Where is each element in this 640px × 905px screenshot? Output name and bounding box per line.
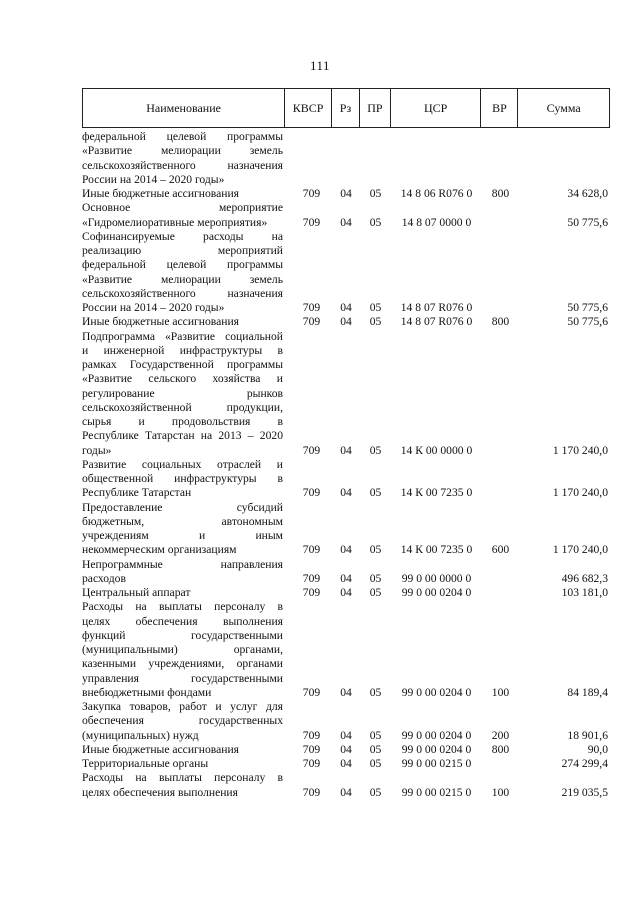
table-row [82, 230, 610, 316]
row-kvsr: 709 [302, 728, 321, 742]
row-csr: 99 0 00 0204 0 [401, 685, 472, 699]
table-row [82, 600, 610, 700]
row-name-line: Центральный аппарат [82, 586, 191, 599]
row-kvsr: 709 [302, 785, 321, 799]
row-name [82, 771, 285, 800]
row-name-line: «Развитие мелиорации земель [82, 272, 283, 286]
row-csr: 14 К 00 7235 0 [400, 543, 473, 557]
row-kvsr: 709 [302, 757, 321, 770]
row-csr: 99 0 00 0204 0 [401, 586, 472, 599]
row-name-line: «Развитие мелиорации земель [82, 144, 283, 158]
row-rz: 04 [340, 187, 352, 200]
row-kvsr: 709 [302, 315, 321, 329]
row-pr: 05 [369, 728, 382, 742]
row-name-line: рамках Государственной программы [82, 358, 283, 371]
row-sum: 103 181,0 [561, 586, 608, 599]
row-sum: 50 775,6 [567, 215, 608, 229]
row-pr: 05 [369, 586, 382, 599]
header-rz: Рз [332, 89, 360, 127]
header-sum: Сумма [546, 100, 581, 115]
table-body [82, 130, 610, 800]
row-name [82, 458, 285, 501]
row-pr: 05 [369, 301, 382, 314]
row-name-line: федеральной целевой программы [82, 258, 283, 272]
table-row [82, 458, 610, 501]
row-name-line: Иные бюджетные ассигнования [82, 315, 239, 329]
row-kvsr: 709 [302, 301, 321, 314]
row-kvsr: 709 [302, 543, 321, 557]
row-csr: 99 0 00 0000 0 [401, 571, 472, 585]
row-name [82, 501, 285, 558]
row-sum: 1 170 240,0 [552, 443, 608, 457]
row-rz: 04 [340, 571, 352, 585]
row-name-line: учреждениям и иным [82, 529, 283, 542]
row-csr: 99 0 00 0215 0 [401, 785, 472, 799]
row-name-line: Иные бюджетные ассигнования [82, 187, 239, 200]
table-row [82, 743, 610, 757]
row-rz: 04 [340, 443, 352, 457]
row-csr: 14 8 07 0000 0 [401, 215, 472, 229]
row-vr: 800 [491, 187, 510, 200]
row-name [82, 700, 285, 743]
row-sum: 1 170 240,0 [552, 486, 608, 500]
row-pr: 05 [369, 785, 382, 799]
row-name-line: Территориальные органы [82, 757, 209, 770]
table-row [82, 558, 610, 587]
row-pr: 05 [369, 757, 382, 770]
row-name-line: расходов [82, 571, 126, 585]
row-name-line: некоммерческим организациям [82, 543, 237, 557]
row-name [82, 558, 285, 587]
table-row [82, 586, 610, 600]
row-name-line: сельскохозяйственной продукции, [82, 400, 283, 414]
row-name-line: Софинансируемые расходы на [82, 229, 283, 243]
row-name-line: целях обеспечения выполнения [82, 785, 238, 799]
row-vr: 200 [491, 728, 510, 742]
row-name-line: Закупка товаров, работ и услуг для [82, 700, 283, 713]
header-kvsr: КВСР [285, 89, 332, 127]
row-name-line: федеральной целевой программы [82, 130, 283, 143]
table-row [82, 700, 610, 743]
row-name [82, 187, 285, 201]
row-kvsr: 709 [302, 443, 321, 457]
row-csr: 14 8 07 R076 0 [400, 315, 473, 329]
row-name-line: годы» [82, 443, 112, 457]
row-name-line: России на 2014 – 2020 годы» [82, 172, 225, 186]
row-name-line: сырья и продовольствия в [82, 415, 283, 428]
row-kvsr: 709 [302, 486, 321, 500]
row-rz: 04 [340, 486, 352, 500]
row-rz: 04 [340, 301, 352, 314]
row-name [82, 315, 285, 329]
table-row [82, 757, 610, 771]
row-rz: 04 [340, 785, 352, 799]
row-pr: 05 [369, 215, 382, 229]
row-vr: 800 [491, 742, 510, 756]
table-row [82, 201, 610, 230]
row-rz: 04 [340, 543, 352, 557]
row-sum: 50 775,6 [567, 301, 608, 314]
row-vr: 100 [491, 785, 510, 799]
table-row [82, 771, 610, 800]
row-rz: 04 [340, 215, 352, 229]
row-pr: 05 [369, 571, 382, 585]
header-csr: ЦСР [391, 89, 482, 127]
row-pr: 05 [369, 685, 382, 699]
row-csr: 14 К 00 0000 0 [400, 443, 473, 457]
row-name-line: бюджетным, автономным [82, 514, 283, 528]
row-name-line: регулирование рынков [82, 386, 283, 400]
row-name-line: Республике Татарстан [82, 486, 192, 500]
row-name [82, 230, 285, 316]
row-name-line: Развитие социальных отраслей и [82, 457, 283, 471]
row-name-line: казенными учреждениями, органами [82, 657, 283, 671]
table-row [82, 187, 610, 201]
page-number: 111 [309, 58, 331, 73]
row-name-line: общественной инфраструктуры в [82, 472, 283, 485]
row-name [82, 600, 285, 700]
row-pr: 05 [369, 315, 382, 329]
row-name [82, 586, 285, 600]
row-name-line: «Развитие сельского хозяйства и [82, 372, 283, 386]
row-name-line: Расходы на выплаты персоналу в [82, 771, 283, 785]
row-name [82, 130, 285, 187]
row-csr: 99 0 00 0204 0 [401, 728, 472, 742]
row-pr: 05 [369, 742, 382, 756]
row-name [82, 743, 285, 757]
row-rz: 04 [340, 728, 352, 742]
row-kvsr: 709 [302, 742, 321, 756]
row-name-line: Предоставление субсидий [82, 500, 283, 514]
row-name-line: реализацию мероприятий [82, 244, 283, 257]
row-name [82, 201, 285, 230]
row-sum: 18 901,6 [567, 728, 608, 742]
row-csr: 14 К 00 7235 0 [400, 486, 473, 500]
row-rz: 04 [340, 757, 352, 770]
row-name-line: Республике Татарстан на 2013 – 2020 [82, 429, 283, 443]
row-sum: 34 628,0 [567, 187, 608, 200]
row-sum: 90,0 [587, 742, 608, 756]
row-csr: 14 8 07 R076 0 [400, 301, 473, 314]
row-sum: 84 189,4 [567, 685, 608, 699]
table-row [82, 330, 610, 458]
row-name-line: сельскохозяйственного назначения [82, 286, 283, 300]
row-name [82, 757, 285, 771]
row-pr: 05 [369, 486, 382, 500]
row-sum: 1 170 240,0 [552, 543, 608, 557]
row-vr: 800 [491, 315, 510, 329]
row-pr: 05 [369, 443, 382, 457]
row-name-line: и инженерной инфраструктуры в [82, 343, 283, 357]
row-name-line: Основное мероприятие [82, 201, 283, 215]
table-row [82, 130, 610, 187]
row-rz: 04 [340, 315, 352, 329]
row-rz: 04 [340, 685, 352, 699]
row-name-line: сельскохозяйственного назначения [82, 158, 283, 172]
row-csr: 14 8 06 R076 0 [400, 187, 473, 200]
table-header [82, 88, 610, 128]
row-kvsr: 709 [302, 685, 321, 699]
row-rz: 04 [340, 742, 352, 756]
row-name-line: Иные бюджетные ассигнования [82, 742, 239, 756]
row-kvsr: 709 [302, 586, 321, 599]
row-name-line: управления государственными [82, 671, 283, 685]
row-pr: 05 [369, 543, 382, 557]
row-name-line: Расходы на выплаты персоналу в [82, 600, 283, 614]
row-name-line: России на 2014 – 2020 годы» [82, 301, 225, 314]
row-vr: 100 [491, 685, 510, 699]
row-name [82, 330, 285, 458]
row-name-line: «Гидромелиоративные мероприятия» [82, 215, 268, 229]
header-name: Наименование [83, 89, 285, 127]
row-csr: 99 0 00 0204 0 [401, 742, 472, 756]
row-name-line: Подпрограмма «Развитие социальной [82, 329, 283, 343]
row-sum: 50 775,6 [567, 315, 608, 329]
header-vr: ВР [481, 89, 518, 127]
row-csr: 99 0 00 0215 0 [401, 757, 472, 770]
row-name-line: обеспечения государственных [82, 714, 283, 728]
row-kvsr: 709 [302, 215, 321, 229]
header-pr: ПР [360, 89, 391, 127]
row-name-line: функций государственными [82, 628, 283, 642]
row-kvsr: 709 [302, 187, 321, 200]
row-sum: 496 682,3 [561, 571, 608, 585]
row-name-line: Непрограммные направления [82, 557, 283, 571]
table-row [82, 501, 610, 558]
row-sum: 274 299,4 [561, 757, 608, 770]
row-rz: 04 [340, 586, 352, 599]
row-pr: 05 [369, 187, 382, 200]
row-kvsr: 709 [302, 571, 321, 585]
row-name-line: внебюджетными фондами [82, 685, 212, 699]
row-sum: 219 035,5 [561, 785, 608, 799]
row-name-line: целях обеспечения выполнения [82, 614, 283, 628]
table-row [82, 315, 610, 329]
row-name-line: (муниципальными) органами, [82, 643, 283, 656]
row-vr: 600 [491, 543, 510, 557]
row-name-line: (муниципальных) нужд [82, 728, 199, 742]
